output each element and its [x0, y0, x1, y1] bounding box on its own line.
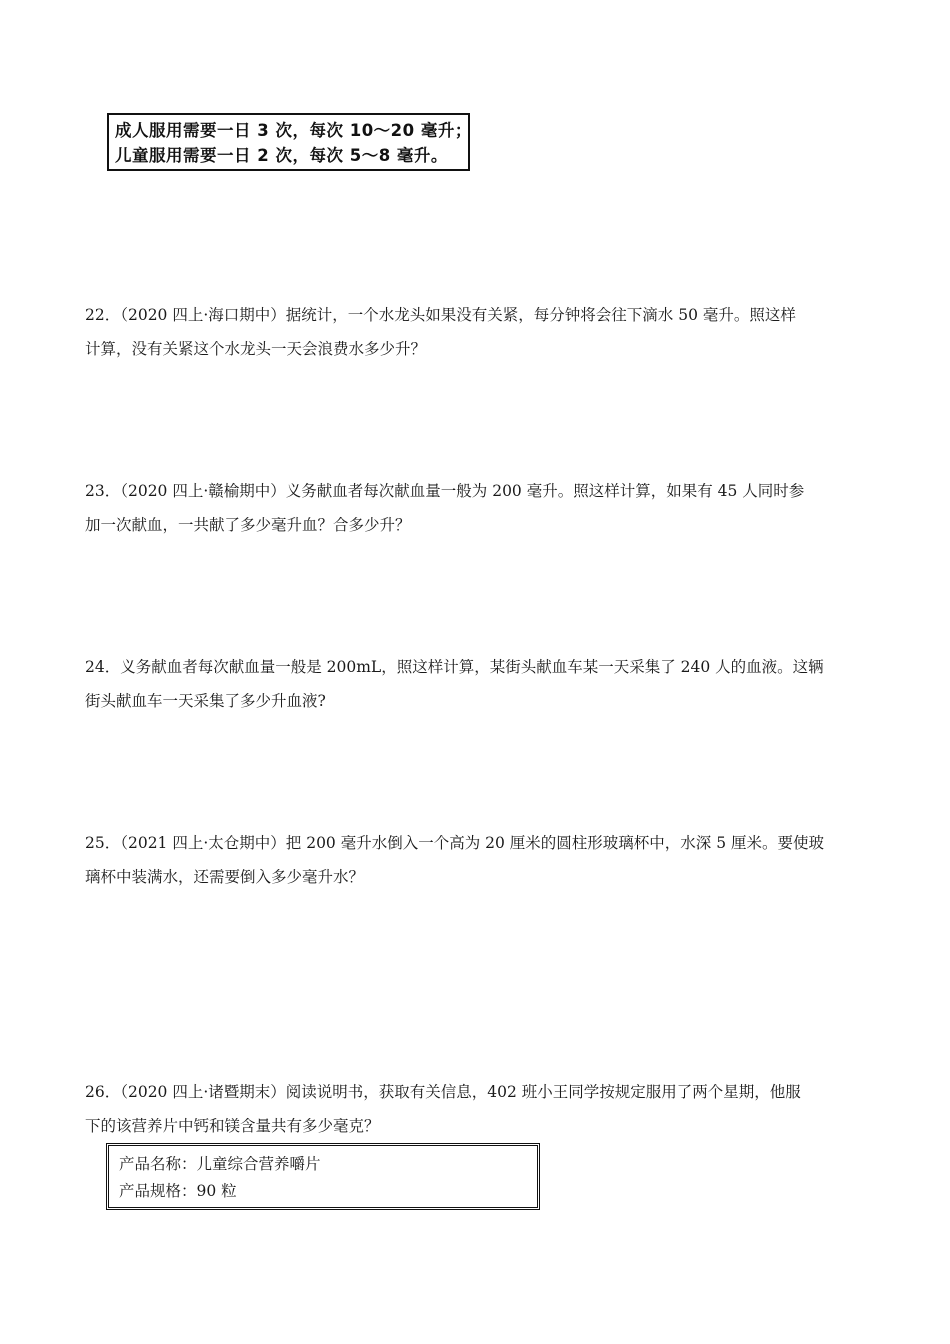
product-name-line: 产品名称：儿童综合营养嚼片	[119, 1155, 321, 1173]
question-line: 23．（2020 四上·赣榆期中）义务献血者每次献血量一般为 200 毫升。照这样计算，如果有 45 人同时参	[85, 482, 805, 500]
question-line: 下的该营养片中钙和镁含量共有多少毫克？	[85, 1117, 380, 1135]
question-line: 计算，没有关紧这个水龙头一天会浪费水多少升？	[85, 340, 427, 358]
question-25	[85, 826, 875, 894]
question-26	[85, 1075, 875, 1143]
question-line: 加一次献血，一共献了多少毫升血？合多少升？	[85, 516, 411, 534]
question-line: 26．（2020 四上·诸暨期末）阅读说明书，获取有关信息，402 班小王同学按规定服用了两个星期，他服	[85, 1083, 801, 1101]
question-line: 街头献血车一天采集了多少升血液?	[85, 692, 326, 710]
question-line: 25．（2021 四上·太仓期中）把 200 毫升水倒入一个高为 20 厘米的圆柱形玻璃杯中，水深 5 厘米。要使玻	[85, 834, 825, 852]
question-line: 24．义务献血者每次献血量一般是 200mL，照这样计算，某街头献血车某一天采集了 240 人的血液。这辆	[85, 658, 824, 676]
dosage-child-line: 儿童服用需要一日 2 次，每次 5～8 毫升。	[115, 146, 448, 165]
dosage-adult-line: 成人服用需要一日 3 次，每次 10～20 毫升；	[115, 121, 472, 140]
question-22	[85, 298, 875, 366]
product-spec-line: 产品规格：90 粒	[119, 1182, 237, 1200]
question-23	[85, 474, 875, 542]
question-24	[85, 650, 875, 718]
question-line: 璃杯中装满水，还需要倒入多少毫升水？	[85, 868, 365, 886]
dosage-instruction-box	[107, 113, 470, 171]
product-info-box	[106, 1143, 540, 1210]
question-line: 22．（2020 四上·海口期中）据统计，一个水龙头如果没有关紧，每分钟将会往下滴水 50 毫升。照这样	[85, 306, 796, 324]
